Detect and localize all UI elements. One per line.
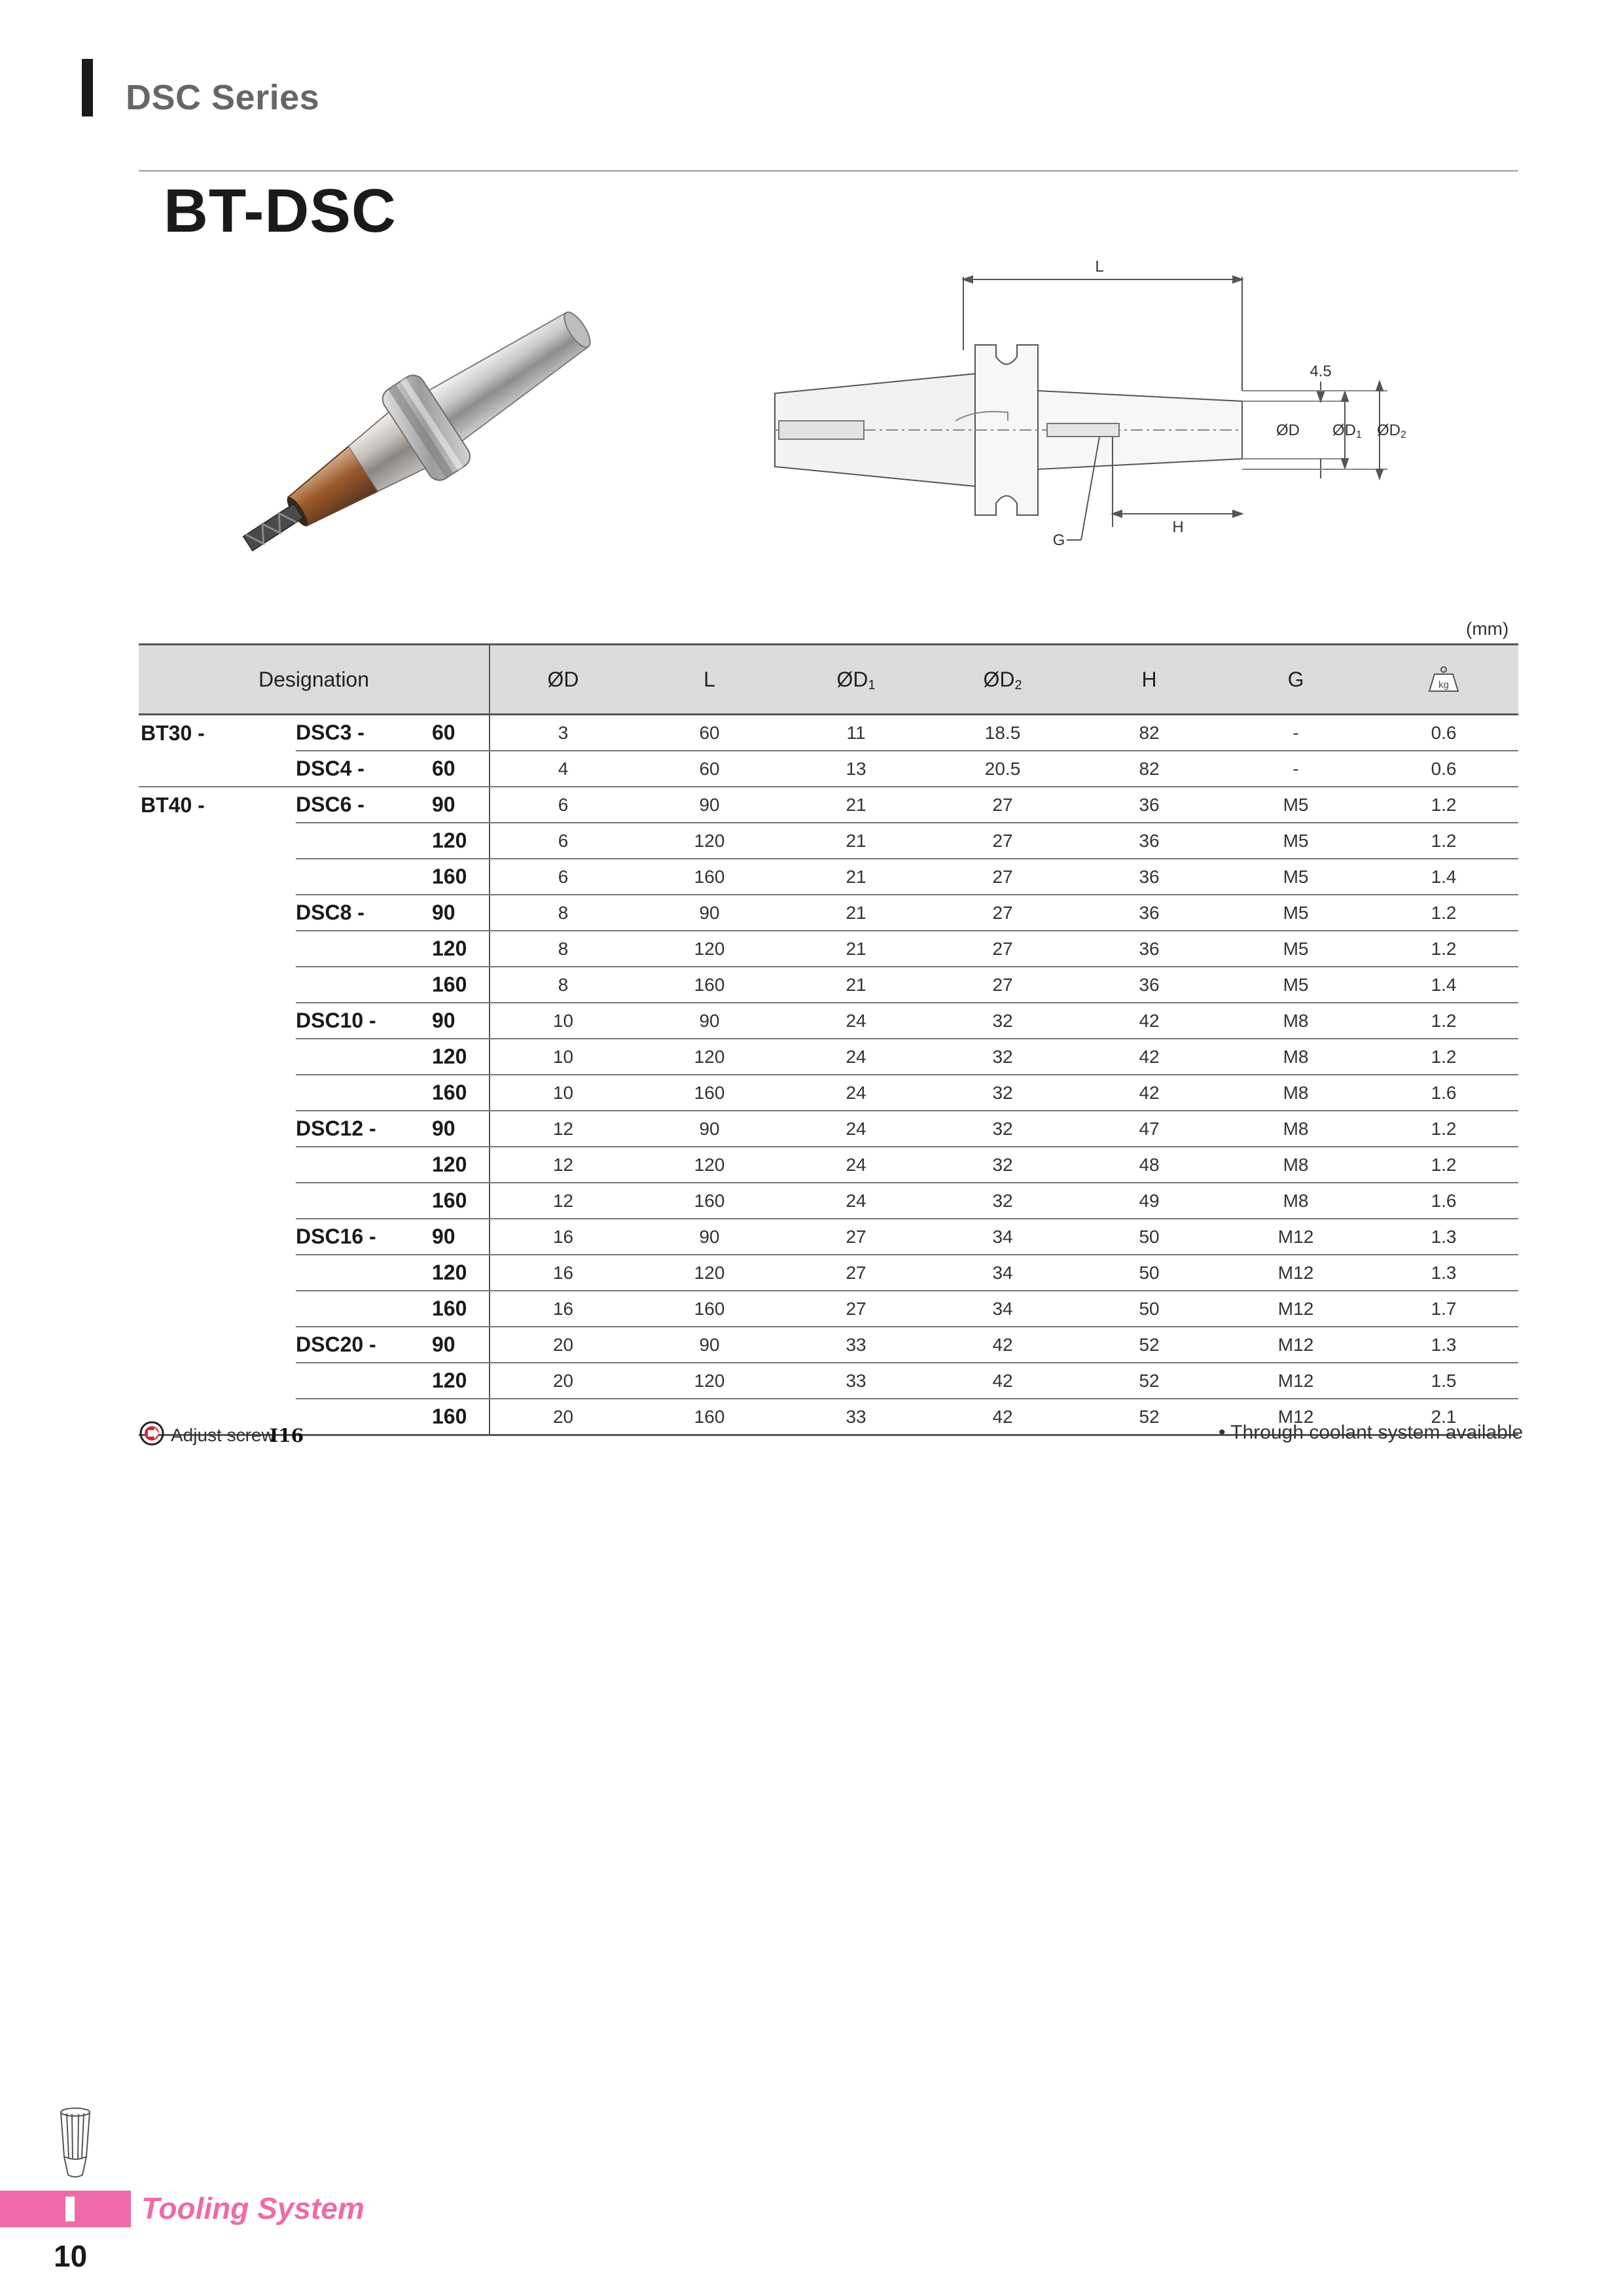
- table-row: [139, 715, 1518, 751]
- cell-length-code: 60: [412, 751, 490, 787]
- cell-h: 42: [1076, 1039, 1222, 1075]
- technical-drawing: [759, 252, 1414, 560]
- cell-g: M8: [1222, 1147, 1369, 1183]
- page-number: 10: [54, 2239, 88, 2273]
- adjust-screw-page-ref[interactable]: I16: [270, 1425, 304, 1446]
- cell-d: 16: [490, 1219, 636, 1255]
- cell-length-code: 120: [412, 1363, 490, 1399]
- cell-kg: 1.4: [1369, 859, 1518, 895]
- cell-holder-type: [139, 1327, 296, 1363]
- cell-kg: 0.6: [1369, 715, 1518, 751]
- cell-l: 90: [636, 895, 783, 931]
- cell-g: M8: [1222, 1003, 1369, 1039]
- cell-l: 90: [636, 1219, 783, 1255]
- dim-label-G: G: [1052, 531, 1065, 549]
- cell-d: 20: [490, 1327, 636, 1363]
- cell-l: 120: [636, 1147, 783, 1183]
- header-weight: [1369, 645, 1518, 715]
- table-header-row: [139, 645, 1518, 715]
- cell-kg: 1.2: [1369, 1147, 1518, 1183]
- cell-d2: 27: [929, 823, 1076, 859]
- cell-d2: 42: [929, 1327, 1076, 1363]
- cell-l: 120: [636, 1039, 783, 1075]
- table-row: [139, 1003, 1518, 1039]
- cell-length-code: 90: [412, 1111, 490, 1147]
- table-row: [139, 1363, 1518, 1399]
- cell-d: 12: [490, 1183, 636, 1219]
- cell-kg: 0.6: [1369, 751, 1518, 787]
- cell-length-code: 160: [412, 1291, 490, 1327]
- cell-d: 16: [490, 1291, 636, 1327]
- adjust-screw-note: Adjust screw: [171, 1425, 275, 1445]
- cell-length-code: 90: [412, 1219, 490, 1255]
- cell-h: 48: [1076, 1147, 1222, 1183]
- header-D2: $ØD_2$: [929, 645, 1076, 715]
- cell-length-code: 90: [412, 895, 490, 931]
- cell-collet-size: [296, 1075, 412, 1111]
- cell-holder-type: [139, 1039, 296, 1075]
- cell-g: M8: [1222, 1183, 1369, 1219]
- cell-holder-type: [139, 1363, 296, 1399]
- cell-collet-size: [296, 1147, 412, 1183]
- cell-collet-size: [296, 1039, 412, 1075]
- page-title: BT-DSC: [164, 176, 397, 245]
- cell-h: 52: [1076, 1399, 1222, 1435]
- cell-d2: 42: [929, 1399, 1076, 1435]
- cell-d1: 21: [783, 967, 929, 1003]
- cell-length-code: 120: [412, 931, 490, 967]
- cell-h: 42: [1076, 1075, 1222, 1111]
- cell-h: 42: [1076, 1003, 1222, 1039]
- header-designation: Designation: [139, 645, 490, 715]
- cell-kg: 1.7: [1369, 1291, 1518, 1327]
- cell-d1: 33: [783, 1363, 929, 1399]
- dim-label-H: H: [1172, 518, 1184, 536]
- header-D: ØD: [490, 645, 636, 715]
- cell-g: M5: [1222, 787, 1369, 823]
- cell-l: 60: [636, 715, 783, 751]
- cell-kg: 1.2: [1369, 931, 1518, 967]
- cell-d1: 21: [783, 931, 929, 967]
- cell-holder-type: [139, 931, 296, 967]
- cell-d1: 24: [783, 1111, 929, 1147]
- unit-label: (mm): [1466, 619, 1509, 639]
- cell-d1: 24: [783, 1003, 929, 1039]
- table-row: [139, 1039, 1518, 1075]
- cell-collet-size: [296, 1183, 412, 1219]
- cell-h: 52: [1076, 1363, 1222, 1399]
- cell-g: M12: [1222, 1291, 1369, 1327]
- cell-g: -: [1222, 751, 1369, 787]
- cell-d: 10: [490, 1075, 636, 1111]
- cell-kg: 1.3: [1369, 1327, 1518, 1363]
- cell-l: 90: [636, 1327, 783, 1363]
- coolant-note: • Through coolant system available: [1219, 1422, 1524, 1443]
- table-row: [139, 1291, 1518, 1327]
- cell-h: 36: [1076, 895, 1222, 931]
- cell-d1: 21: [783, 823, 929, 859]
- cell-h: 36: [1076, 787, 1222, 823]
- cell-d: 12: [490, 1111, 636, 1147]
- cell-kg: 2.1: [1369, 1399, 1518, 1435]
- cell-l: 120: [636, 931, 783, 967]
- product-photo: [187, 275, 671, 576]
- cell-h: 36: [1076, 823, 1222, 859]
- arrow-circle-icon: [139, 1420, 165, 1446]
- table-row: [139, 1183, 1518, 1219]
- cell-h: 36: [1076, 931, 1222, 967]
- cell-length-code: 160: [412, 1183, 490, 1219]
- cell-holder-type: [139, 823, 296, 859]
- cell-collet-size: [296, 967, 412, 1003]
- cell-holder-type: BT40 -: [141, 793, 205, 817]
- cell-collet-size: DSC12 -: [296, 1111, 412, 1147]
- cell-length-code: 60: [412, 715, 490, 751]
- weight-icon: [1427, 665, 1461, 694]
- table-row: [139, 1075, 1518, 1111]
- cell-length-code: 160: [412, 967, 490, 1003]
- cell-kg: 1.3: [1369, 1255, 1518, 1291]
- cell-holder-type: [139, 1111, 296, 1147]
- cell-g: M8: [1222, 1075, 1369, 1111]
- spec-table: [139, 643, 1518, 1436]
- cell-d2: 27: [929, 931, 1076, 967]
- cell-d1: 33: [783, 1399, 929, 1435]
- cell-d2: 27: [929, 967, 1076, 1003]
- cell-kg: 1.5: [1369, 1363, 1518, 1399]
- cell-d2: 27: [929, 859, 1076, 895]
- cell-holder-type: [139, 967, 296, 1003]
- cell-holder-type: [139, 1183, 296, 1219]
- header-accent-bar: [82, 59, 93, 117]
- section-name[interactable]: Tooling System: [141, 2191, 365, 2225]
- cell-l: 160: [636, 1075, 783, 1111]
- cell-l: 160: [636, 967, 783, 1003]
- cell-holder-type: [139, 895, 296, 931]
- cell-collet-size: DSC10 -: [296, 1003, 412, 1039]
- cell-d: 10: [490, 1003, 636, 1039]
- cell-kg: 1.4: [1369, 967, 1518, 1003]
- cell-holder-type: [139, 859, 296, 895]
- cell-length-code: 90: [412, 787, 490, 823]
- cell-h: 49: [1076, 1183, 1222, 1219]
- cell-d1: 21: [783, 895, 929, 931]
- cell-d1: 24: [783, 1075, 929, 1111]
- cell-length-code: 160: [412, 1399, 490, 1435]
- cell-d: 20: [490, 1363, 636, 1399]
- cell-d1: 27: [783, 1255, 929, 1291]
- cell-collet-size: DSC16 -: [296, 1219, 412, 1255]
- cell-g: M12: [1222, 1255, 1369, 1291]
- cell-d1: 21: [783, 787, 929, 823]
- cell-d1: 24: [783, 1183, 929, 1219]
- header-H: H: [1076, 645, 1222, 715]
- cell-d: 8: [490, 895, 636, 931]
- cell-g: M12: [1222, 1363, 1369, 1399]
- table-row: [139, 859, 1518, 895]
- cell-length-code: 160: [412, 859, 490, 895]
- cell-d: 3: [490, 715, 636, 751]
- series-title: DSC Series: [126, 78, 320, 117]
- cell-kg: 1.6: [1369, 1075, 1518, 1111]
- cell-collet-size: [296, 1255, 412, 1291]
- cell-l: 160: [636, 1399, 783, 1435]
- table-row: [139, 967, 1518, 1003]
- svg-text:kg: kg: [1438, 679, 1449, 691]
- cell-d: 4: [490, 751, 636, 787]
- cell-g: M5: [1222, 895, 1369, 931]
- collet-icon: [46, 2104, 105, 2183]
- table-row: [139, 931, 1518, 967]
- cell-g: M5: [1222, 967, 1369, 1003]
- cell-l: 90: [636, 1111, 783, 1147]
- cell-g: M5: [1222, 823, 1369, 859]
- header-L: L: [636, 645, 783, 715]
- cell-h: 47: [1076, 1111, 1222, 1147]
- table-row: [139, 823, 1518, 859]
- cell-d1: 11: [783, 715, 929, 751]
- cell-g: M8: [1222, 1111, 1369, 1147]
- cell-h: 50: [1076, 1291, 1222, 1327]
- cell-kg: 1.2: [1369, 1039, 1518, 1075]
- cell-d2: 32: [929, 1075, 1076, 1111]
- cell-collet-size: DSC3 -: [296, 715, 412, 751]
- cell-l: 120: [636, 1255, 783, 1291]
- cell-g: M12: [1222, 1219, 1369, 1255]
- cell-collet-size: [296, 1363, 412, 1399]
- cell-h: 82: [1076, 715, 1222, 751]
- cell-d2: 27: [929, 895, 1076, 931]
- table-row: [139, 895, 1518, 931]
- cell-collet-size: DSC4 -: [296, 751, 412, 787]
- header-divider: [139, 170, 1518, 171]
- table-row: [139, 1147, 1518, 1183]
- cell-d2: 42: [929, 1363, 1076, 1399]
- cell-l: 120: [636, 823, 783, 859]
- cell-holder-type: [139, 1255, 296, 1291]
- cell-l: 90: [636, 787, 783, 823]
- table-row: [139, 1255, 1518, 1291]
- cell-d2: 32: [929, 1183, 1076, 1219]
- table-row: [139, 1219, 1518, 1255]
- cell-collet-size: [296, 859, 412, 895]
- cell-d: 6: [490, 787, 636, 823]
- cell-length-code: 120: [412, 823, 490, 859]
- cell-d2: 27: [929, 787, 1076, 823]
- cell-d2: 34: [929, 1255, 1076, 1291]
- cell-d2: 32: [929, 1003, 1076, 1039]
- cell-length-code: 90: [412, 1003, 490, 1039]
- cell-g: M8: [1222, 1039, 1369, 1075]
- cell-h: 52: [1076, 1327, 1222, 1363]
- table-row: [139, 751, 1518, 787]
- cell-g: M12: [1222, 1327, 1369, 1363]
- cell-d1: 21: [783, 859, 929, 895]
- header-G: G: [1222, 645, 1369, 715]
- cell-h: 82: [1076, 751, 1222, 787]
- cell-kg: 1.3: [1369, 1219, 1518, 1255]
- cell-d2: 32: [929, 1039, 1076, 1075]
- cell-holder-type: [139, 1003, 296, 1039]
- cell-kg: 1.2: [1369, 823, 1518, 859]
- cell-collet-size: DSC6 -: [296, 787, 412, 823]
- cell-d1: 24: [783, 1147, 929, 1183]
- cell-collet-size: [296, 1291, 412, 1327]
- cell-d: 6: [490, 823, 636, 859]
- table-row: [139, 1327, 1518, 1363]
- cell-d: 8: [490, 967, 636, 1003]
- cell-h: 50: [1076, 1219, 1222, 1255]
- dim-label-D: ØD: [1276, 422, 1300, 439]
- cell-kg: 1.6: [1369, 1183, 1518, 1219]
- cell-d1: 27: [783, 1219, 929, 1255]
- cell-d2: 32: [929, 1111, 1076, 1147]
- cell-h: 50: [1076, 1255, 1222, 1291]
- dim-label-D1: ØD1: [1332, 422, 1362, 440]
- cell-d2: 32: [929, 1147, 1076, 1183]
- cell-holder-type: [139, 1219, 296, 1255]
- cell-kg: 1.2: [1369, 895, 1518, 931]
- cell-l: 160: [636, 859, 783, 895]
- cell-holder-type: [139, 751, 296, 787]
- cell-d: 8: [490, 931, 636, 967]
- cell-g: -: [1222, 715, 1369, 751]
- cell-collet-size: [296, 823, 412, 859]
- cell-d: 20: [490, 1399, 636, 1435]
- cell-length-code: 120: [412, 1255, 490, 1291]
- cell-h: 36: [1076, 967, 1222, 1003]
- header-D1: $ØD_1$: [783, 645, 929, 715]
- cell-collet-size: [296, 931, 412, 967]
- dim-label-45: 4.5: [1310, 363, 1332, 380]
- table-row: [139, 1111, 1518, 1147]
- cell-d1: 33: [783, 1327, 929, 1363]
- cell-collet-size: [296, 1399, 412, 1435]
- table-row: [139, 787, 1518, 823]
- cell-l: 120: [636, 1363, 783, 1399]
- cell-holder-type: [139, 1075, 296, 1111]
- cell-holder-type: [139, 1291, 296, 1327]
- cell-holder-type: BT30 -: [141, 721, 205, 745]
- cell-g: M12: [1222, 1399, 1369, 1435]
- cell-d: 6: [490, 859, 636, 895]
- cell-d1: 27: [783, 1291, 929, 1327]
- cell-l: 160: [636, 1291, 783, 1327]
- cell-d2: 34: [929, 1219, 1076, 1255]
- cell-g: M5: [1222, 859, 1369, 895]
- cell-d1: 13: [783, 751, 929, 787]
- cell-length-code: 120: [412, 1147, 490, 1183]
- cell-l: 90: [636, 1003, 783, 1039]
- cell-kg: 1.2: [1369, 787, 1518, 823]
- cell-d2: 18.5: [929, 715, 1076, 751]
- cell-collet-size: DSC20 -: [296, 1327, 412, 1363]
- cell-length-code: 120: [412, 1039, 490, 1075]
- cell-length-code: 160: [412, 1075, 490, 1111]
- cell-collet-size: DSC8 -: [296, 895, 412, 931]
- cell-d: 12: [490, 1147, 636, 1183]
- dim-label-L: L: [1095, 258, 1104, 276]
- cell-length-code: 90: [412, 1327, 490, 1363]
- cell-l: 60: [636, 751, 783, 787]
- cell-kg: 1.2: [1369, 1003, 1518, 1039]
- cell-g: M5: [1222, 931, 1369, 967]
- cell-d2: 34: [929, 1291, 1076, 1327]
- cell-d: 10: [490, 1039, 636, 1075]
- cell-holder-type: [139, 1147, 296, 1183]
- section-marker: [65, 2197, 75, 2221]
- cell-d1: 24: [783, 1039, 929, 1075]
- cell-d2: 20.5: [929, 751, 1076, 787]
- cell-h: 36: [1076, 859, 1222, 895]
- cell-l: 160: [636, 1183, 783, 1219]
- cell-kg: 1.2: [1369, 1111, 1518, 1147]
- cell-d: 16: [490, 1255, 636, 1291]
- dim-label-D2: ØD2: [1377, 422, 1406, 440]
